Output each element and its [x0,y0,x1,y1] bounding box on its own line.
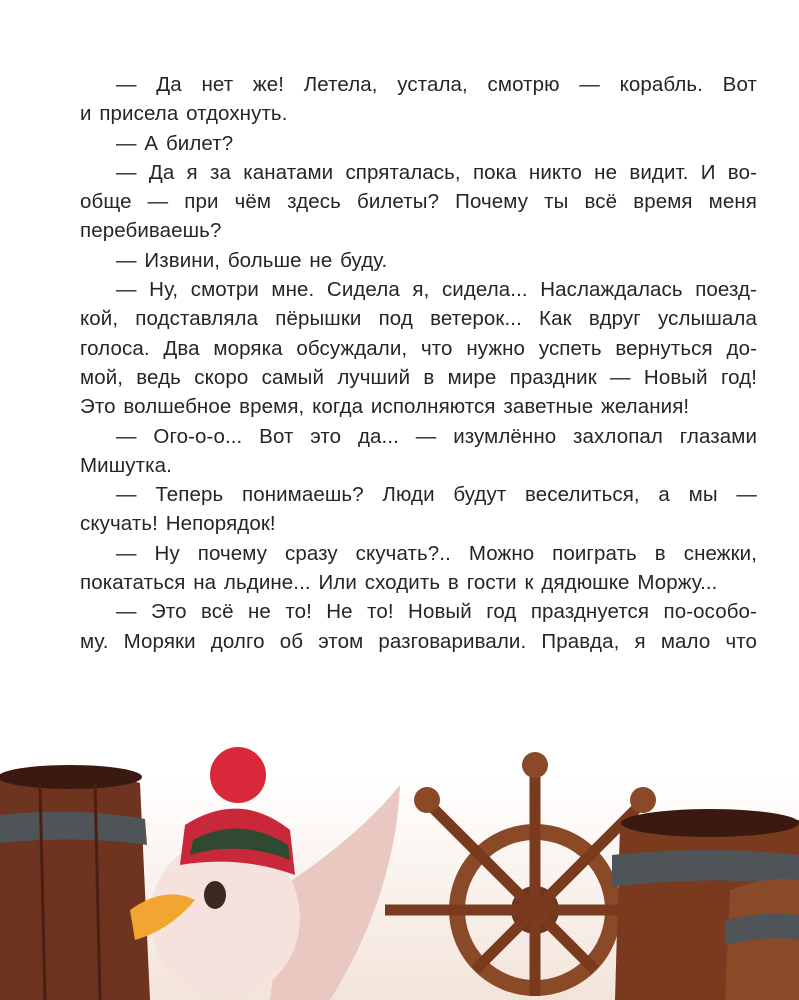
illustration-seagull-barrels-helm [0,715,799,1000]
text-line: кой, подставляла пёрышки под ветерок... Как вдруг услышала [80,307,757,331]
text-line: мой, ведь скоро самый лучший в мире праздник — Новый год! [80,365,757,389]
text-line: и присела отдохнуть. [80,102,288,126]
text-line: — Да я за канатами спряталась, пока никто не видит. И во- [116,160,757,184]
text-line: — А билет? [116,131,234,155]
text-line: — Да нет же! Летела, устала, смотрю — корабль. Вот [116,73,757,96]
text-line: — Ну почему сразу скучать?.. Можно поиграть в снежки, [116,541,757,565]
text-line: перебиваешь? [80,219,222,243]
text-line: — Теперь понимаешь? Люди будут веселиться, а мы — [116,483,757,507]
text-line: обще — при чём здесь билеты? Почему ты всё время меня [80,190,757,214]
text-line: му. Моряки долго об этом разговаривали. Правда, я мало что [80,629,757,653]
text-line: Мишутка. [80,453,172,477]
text-line: — Это всё не то! Не то! Новый год празднуется по-особо- [116,600,757,624]
barrel-right [612,809,799,1000]
story-text [80,70,757,656]
text-line: — Извини, больше не буду. [116,248,388,272]
barrel-left [0,765,150,1000]
text-line: Это волшебное время, когда исполняются заветные желания! [80,395,690,419]
text-line: — Ну, смотри мне. Сидела я, сидела... Наслаждалась поезд- [116,278,757,302]
text-line: скучать! Непорядок! [80,512,276,536]
text-line: — Ого-о-о... Вот это да... — изумлённо захлопал глазами [116,424,757,448]
text-line: покататься на льдине... Или сходить в гости к дядюшке Моржу... [80,571,718,595]
text-line: голоса. Два моряка обсуждали, что нужно успеть вернуться до- [80,336,757,360]
